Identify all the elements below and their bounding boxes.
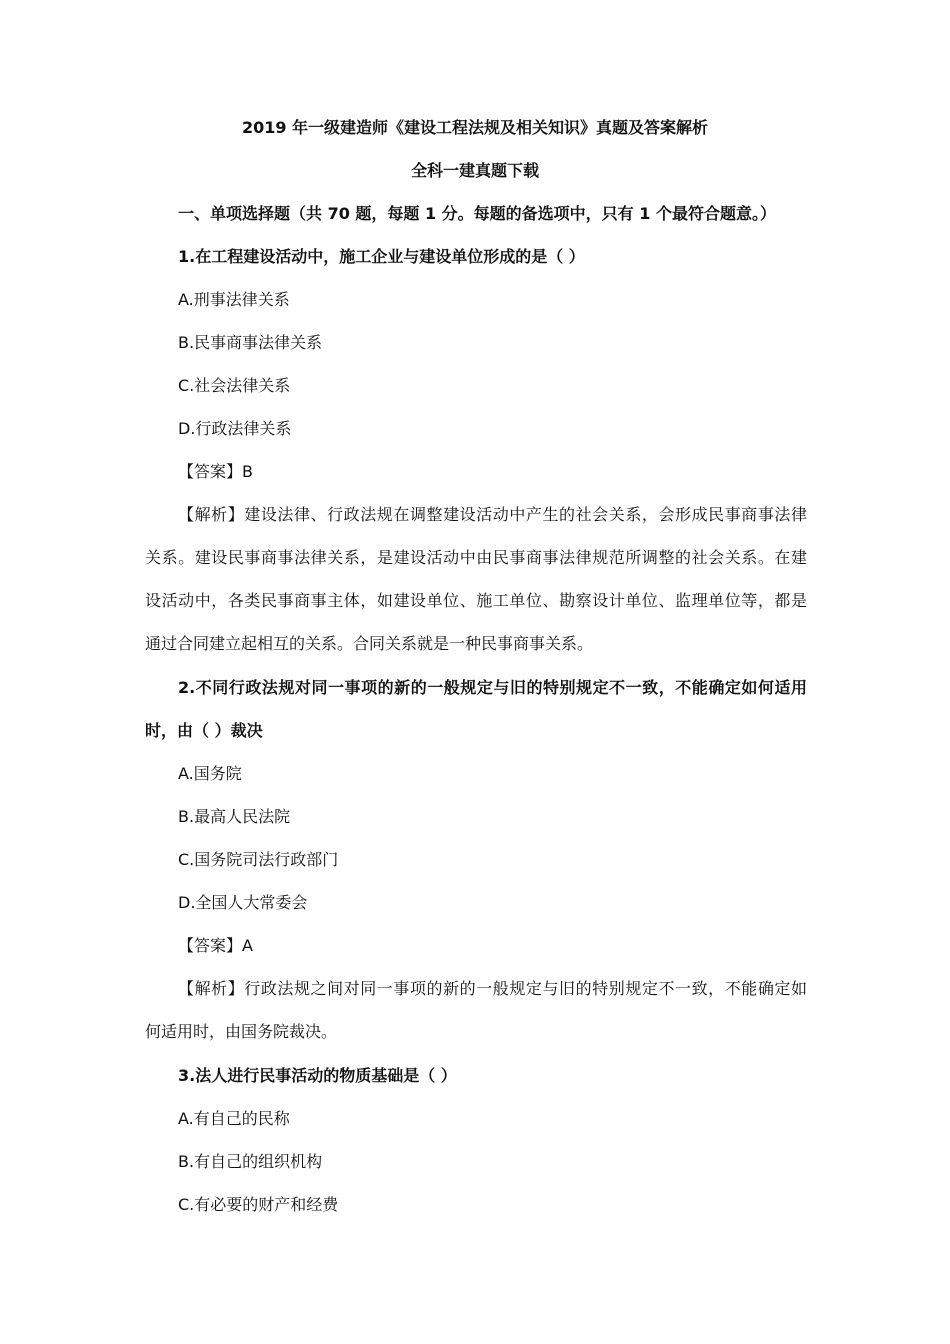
question-2-option-d: D.全国人大常委会 <box>178 893 308 912</box>
question-2-answer: 【答案】A <box>178 936 253 955</box>
section-heading: 一、单项选择题（共 70 题，每题 1 分。每题的备选项中，只有 1 个最符合题意。） <box>178 204 776 223</box>
document-subtitle: 全科一建真题下载 <box>410 161 539 180</box>
question-1-analysis-line-1: 【解析】建设法律、行政法规在调整建设活动中产生的社会关系，会形成民事商事法律 <box>178 505 807 524</box>
question-2-analysis-line-1: 【解析】行政法规之间对同一事项的新的一般规定与旧的特别规定不一致，不能确定如 <box>178 979 807 998</box>
question-2-option-c: C.国务院司法行政部门 <box>178 850 339 869</box>
question-2-stem-line-2: 时，由（ ）裁决 <box>145 721 263 740</box>
question-1-option-d: D.行政法律关系 <box>178 419 292 438</box>
question-1-analysis-line-2: 关系。建设民事商事法律关系，是建设活动中由民事商事法律规范所调整的社会关系。在建 <box>145 548 807 567</box>
document-title: 2019 年一级建造师《建设工程法规及相关知识》真题及答案解析 <box>241 118 709 137</box>
question-3-option-c: C.有必要的财产和经费 <box>178 1195 339 1214</box>
question-1-analysis-line-3: 设活动中，各类民事商事主体，如建设单位、施工单位、勘察设计单位、监理单位等，都是 <box>145 591 807 610</box>
question-1-stem: 1.在工程建设活动中，施工企业与建设单位形成的是（ ） <box>178 247 585 266</box>
question-3-option-b: B.有自己的组织机构 <box>178 1152 323 1171</box>
question-2-analysis-line-2: 何适用时，由国务院裁决。 <box>145 1022 338 1041</box>
question-1-option-a: A.刑事法律关系 <box>178 290 290 309</box>
question-2-stem-line-1: 2.不同行政法规对同一事项的新的一般规定与旧的特别规定不一致，不能确定如何适用 <box>178 678 807 697</box>
question-1-analysis-line-4: 通过合同建立起相互的关系。合同关系就是一种民事商事关系。 <box>145 634 594 653</box>
question-3-stem: 3.法人进行民事活动的物质基础是（ ） <box>178 1066 457 1085</box>
question-2-option-a: A.国务院 <box>178 764 242 783</box>
question-3-option-a: A.有自己的民称 <box>178 1109 290 1128</box>
question-1-option-b: B.民事商事法律关系 <box>178 333 323 352</box>
question-1-option-c: C.社会法律关系 <box>178 376 291 395</box>
question-1-answer: 【答案】B <box>178 462 253 481</box>
question-2-option-b: B.最高人民法院 <box>178 807 291 826</box>
